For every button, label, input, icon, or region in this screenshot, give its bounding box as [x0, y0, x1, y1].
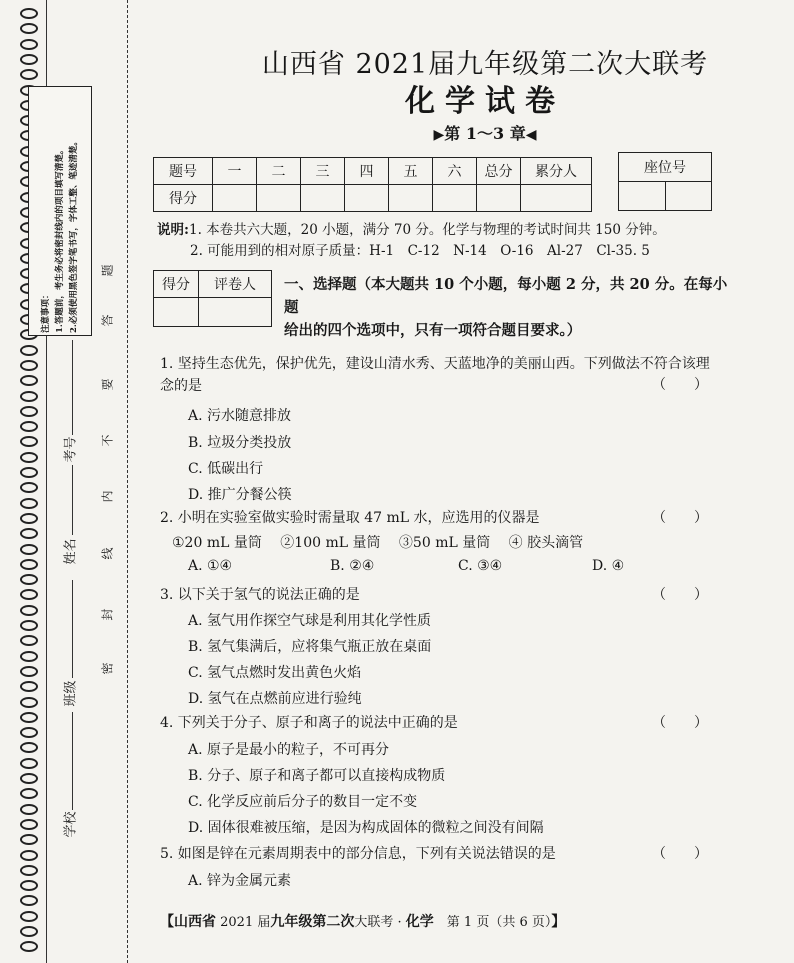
score-col: 三: [301, 158, 345, 185]
instruction-1: 1. 本卷共六大题，20 小题，满分 70 分。化学与物理的考试时间共 150 分钟。: [188, 222, 666, 238]
binding-hole: [20, 865, 38, 876]
binding-hole: [20, 345, 38, 356]
binding-hole: [20, 421, 38, 432]
binding-hole: [20, 911, 38, 922]
score-cell[interactable]: [477, 185, 521, 212]
binding-hole: [20, 788, 38, 799]
seat-cell[interactable]: [619, 182, 666, 211]
field-class-label: 班级: [63, 680, 79, 707]
chapter-range: ▶第 1～3 章◀: [433, 124, 537, 143]
seal-char: 答: [100, 314, 115, 327]
binding-hole: [20, 620, 38, 631]
score-col: 四: [345, 158, 389, 185]
notes-item-1: 1.答题前，考生务必将密封线内的项目填写清楚。: [55, 145, 65, 333]
score-cell[interactable]: [213, 185, 257, 212]
binding-hole: [20, 23, 38, 34]
question-stem: 4. 下列关于分子、原子和离子的说法中正确的是: [160, 715, 458, 731]
option-a: A. 氢气用作探空气球是利用其化学性质: [188, 613, 432, 629]
option-d: D. ④: [592, 558, 625, 574]
score-cell[interactable]: [389, 185, 433, 212]
seal-char: 内: [100, 490, 115, 503]
field-name-label: 姓名: [63, 538, 79, 565]
question-stem: 2. 小明在实验室做实验时需量取 47 mL 水，应选用的仪器是: [160, 510, 540, 526]
binding-hole: [20, 391, 38, 402]
option-a: A. 污水随意排放: [188, 408, 292, 424]
binding-hole: [20, 727, 38, 738]
option-a: A. ①④: [188, 558, 233, 574]
question-5: [160, 843, 720, 889]
question-stem: 3. 以下关于氢气的说法正确的是: [160, 587, 360, 603]
binding-hole: [20, 589, 38, 600]
binding-hole: [20, 452, 38, 463]
binding-hole: [20, 436, 38, 447]
binding-hole: [20, 697, 38, 708]
option-c: C. ③④: [458, 558, 503, 574]
binding-hole: [20, 482, 38, 493]
triangle-left-icon: ◀: [525, 127, 537, 143]
option-b: B. 分子、原子和离子都可以直接构成物质: [188, 768, 446, 784]
triangle-right-icon: ▶: [433, 127, 445, 143]
instructions: 说明:1. 本卷共六大题，20 小题，满分 70 分。化学与物理的考试时间共 150 分钟。 2. 可能用到的相对原子质量：H-1 C-12 N-14 O-16 Al-27 Cl-35. 5: [157, 220, 666, 262]
score-table: [153, 157, 592, 212]
field-school-label: 学校: [63, 811, 79, 838]
field-number-label: 考号: [63, 436, 79, 463]
page-number: 第 1 页（共 6 页）: [433, 915, 552, 930]
seat-label: 座位号: [619, 153, 712, 182]
binding-hole: [20, 666, 38, 677]
score-cell[interactable]: [433, 185, 477, 212]
section-1-heading: 一、选择题（本大题共 10 个小题，每小题 2 分，共 20 分。在每小题 给出的四个选项中，只有一项符合题目要求。）: [284, 276, 728, 339]
answer-blank[interactable]: （ ）: [652, 587, 708, 603]
binding-hole: [20, 742, 38, 753]
binding-hole: [20, 651, 38, 662]
seal-char: 不: [100, 434, 115, 447]
seal-line: [127, 0, 128, 963]
subject-title: 化学试卷: [405, 84, 565, 119]
seal-char: 题: [100, 264, 115, 277]
score-col: 一: [213, 158, 257, 185]
binding-hole: [20, 498, 38, 509]
option-a: A. 锌为金属元素: [188, 873, 292, 889]
seal-char: 要: [100, 378, 115, 391]
binding-hole: [20, 513, 38, 524]
binding-hole: [20, 681, 38, 692]
notes-title: 注意事项：: [41, 290, 51, 333]
field-number-line[interactable]: [72, 340, 73, 435]
score-cell[interactable]: [345, 185, 389, 212]
score-col: 总分: [477, 158, 521, 185]
binding-hole: [20, 712, 38, 723]
instrument-choices: ①20 mL 量筒 ②100 mL 量筒 ③50 mL 量筒 ④ 胶头滴管: [172, 535, 584, 551]
section-1-title: 一、选择题: [284, 276, 357, 293]
seal-char: 密: [100, 662, 115, 675]
binding-hole: [20, 574, 38, 585]
option-b: B. ②④: [330, 558, 375, 574]
exam-title: 山西省 2021届九年级第二次大联考: [261, 49, 709, 80]
seal-char: 线: [100, 547, 115, 560]
binding-hole: [20, 39, 38, 50]
score-col: 二: [257, 158, 301, 185]
binding-hole: [20, 895, 38, 906]
score-table-header: 题号: [154, 158, 213, 185]
answer-blank[interactable]: （ ）: [652, 377, 708, 393]
answer-blank[interactable]: （ ）: [652, 510, 708, 526]
seat-cell[interactable]: [665, 182, 712, 211]
binding-hole: [20, 544, 38, 555]
option-d: D. 推广分餐公筷: [188, 487, 292, 503]
score-col: 五: [389, 158, 433, 185]
seat-table: [618, 152, 712, 211]
option-d: D. 氢气在点燃前应进行验纯: [188, 691, 362, 707]
score-cell[interactable]: [301, 185, 345, 212]
binding-hole: [20, 926, 38, 937]
binding-hole: [20, 559, 38, 570]
grader-label: 评卷人: [199, 271, 272, 298]
option-a: A. 原子是最小的粒子，不可再分: [188, 742, 390, 758]
binding-hole: [20, 758, 38, 769]
binding-hole: [20, 773, 38, 784]
answer-blank[interactable]: （ ）: [652, 846, 708, 862]
binding-hole: [20, 528, 38, 539]
option-b: B. 垃圾分类投放: [188, 435, 292, 451]
field-school-line[interactable]: [72, 712, 73, 810]
score-col: 六: [433, 158, 477, 185]
binding-hole: [20, 819, 38, 830]
binding-hole: [20, 467, 38, 478]
grader-table: [153, 270, 272, 327]
option-b: B. 氢气集满后，应将集气瓶正放在桌面: [188, 639, 432, 655]
binding-hole: [20, 605, 38, 616]
binding-hole: [20, 850, 38, 861]
instruction-2: 2. 可能用到的相对原子质量：H-1 C-12 N-14 O-16 Al-27 Cl-35. 5: [190, 243, 650, 259]
question-stem: 5. 如图是锌在元素周期表中的部分信息，下列有关说法错误的是: [160, 846, 556, 862]
option-c: C. 低碳出行: [188, 461, 264, 477]
option-c: C. 化学反应前后分子的数目一定不变: [188, 794, 418, 810]
binding-hole: [20, 880, 38, 891]
question-3: [160, 584, 720, 707]
binding-hole: [20, 804, 38, 815]
notes-item-2: 2.必须使用黑色签字笔书写，字体工整、笔迹清楚。: [69, 137, 79, 333]
binding-hole: [20, 635, 38, 646]
option-c: C. 氢气点燃时发出黄色火焰: [188, 665, 362, 681]
question-2: [160, 507, 720, 574]
binding-hole: [20, 941, 38, 952]
binding-hole: [20, 834, 38, 845]
field-name-line[interactable]: [72, 465, 73, 535]
question-1: 1. 坚持生态优先，保护优先，建设山清水秀、天蓝地净的美丽山西。下列做法不符合该理 念的是 （ ） A. 污水随意排放 B. 垃圾分类投放 C. 低碳出行 D. 推广分餐公筷: [160, 353, 720, 397]
score-cell[interactable]: [257, 185, 301, 212]
page-footer: 【山西省 2021 届九年级第二次大联考 · 化学 第 1 页（共 6 页）】: [160, 914, 566, 930]
binding-hole: [20, 8, 38, 19]
question-stem: 1. 坚持生态优先，保护优先，建设山清水秀、天蓝地净的美丽山西。下列做法不符合该理: [160, 356, 710, 372]
question-4: [160, 712, 720, 836]
grader-score-cell[interactable]: [154, 298, 199, 327]
binding-hole: [20, 360, 38, 371]
binding-hole: [20, 375, 38, 386]
answer-blank[interactable]: （ ）: [652, 715, 708, 731]
score-row-label: 得分: [154, 185, 213, 212]
binding-hole: [20, 54, 38, 65]
field-class-line[interactable]: [72, 580, 73, 678]
score-cell[interactable]: [521, 185, 592, 212]
grader-score-label: 得分: [154, 271, 199, 298]
seal-char: 封: [100, 608, 115, 621]
score-col: 累分人: [521, 158, 592, 185]
binding-hole: [20, 406, 38, 417]
option-d: D. 固体很难被压缩，是因为构成固体的微粒之间没有间隔: [188, 820, 544, 836]
grader-cell[interactable]: [199, 298, 272, 327]
